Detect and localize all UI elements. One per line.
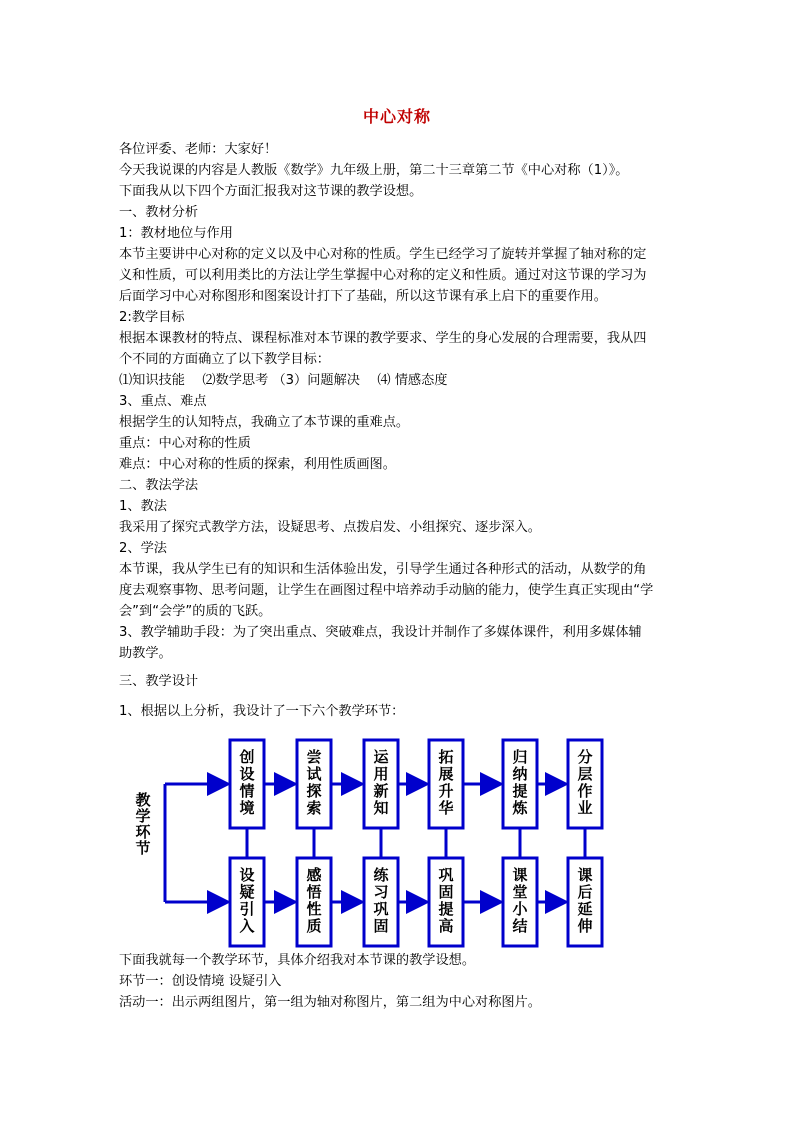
flow-box-bottom-char: 课 (577, 866, 593, 884)
side-label (135, 791, 151, 857)
teaching-flow-diagram (119, 735, 619, 955)
flow-box-top-char: 用 (373, 765, 389, 783)
text-line: 会”到“会学”的质的飞跃。 (119, 604, 272, 619)
flow-box-top-char: 探 (306, 782, 322, 800)
flow-box-bottom-char: 悟 (306, 883, 322, 901)
text-line: 本节主要讲中心对称的定义以及中心对称的性质。学生已经学习了旋转并掌握了轴对称的定 (119, 247, 647, 262)
flow-box-bottom-char: 质 (306, 917, 322, 935)
flow-box-top-char: 层 (577, 765, 593, 783)
flow-box-bottom-char: 提 (438, 900, 454, 918)
text-line: 度去观察事物、思考问题，让学生在画图过程中培养动手动脑的能力，使学生真正实现由“学 (119, 583, 654, 598)
flow-box-bottom-char: 巩 (438, 866, 454, 884)
flow-box-top-char: 炼 (512, 799, 528, 817)
flow-box-bottom-char: 高 (438, 917, 454, 935)
subsection-heading: 3、重点、难点 (119, 394, 207, 409)
flow-box-top-char: 创 (239, 748, 255, 766)
flow-box-top-char: 拓 (438, 748, 454, 766)
flow-box-bottom-char: 伸 (577, 917, 593, 935)
text-line: 1、根据以上分析，我设计了一下六个教学环节： (119, 704, 405, 719)
flow-box-top-char: 新 (373, 782, 389, 800)
flow-box-bottom-char: 入 (239, 917, 255, 935)
flow-box-top-char: 情 (239, 782, 255, 800)
text-line: 下面我从以下四个方面汇报我对这节课的教学设想。 (119, 184, 423, 199)
text-line: 我采用了探究式教学方法，设疑思考、点拨启发、小组探究、逐步深入。 (119, 520, 541, 535)
flow-box-top-char: 运 (373, 748, 389, 766)
flow-box-top-char: 作 (577, 782, 593, 800)
side-label-char: 节 (135, 839, 151, 857)
text-line: 重点：中心对称的性质 (119, 436, 251, 451)
flow-box-top-char: 展 (438, 765, 454, 783)
flow-box-top-char: 分 (577, 748, 593, 766)
section-heading: 三、教学设计 (119, 674, 199, 689)
flow-box-bottom-char: 结 (512, 917, 528, 935)
flow-box-bottom-char: 巩 (373, 900, 389, 918)
flow-box-bottom-char: 堂 (512, 883, 528, 901)
flow-box-top-char: 知 (373, 799, 389, 817)
text-line: 义和性质，可以利用类比的方法让学生掌握中心对称的定义和性质。通过对这节课的学习为 (119, 268, 647, 283)
flow-box-bottom-char: 课 (512, 866, 528, 884)
text-line: 助教学。 (119, 646, 172, 661)
text-line: 难点：中心对称的性质的探索，利用性质画图。 (119, 457, 396, 472)
flow-box-top-char: 华 (438, 799, 454, 817)
flow-box-top-char: 归 (512, 748, 528, 766)
flow-box-bottom-char: 设 (239, 866, 255, 884)
section-heading: 一、教材分析 (119, 205, 199, 220)
flow-box-bottom-char: 小 (512, 900, 528, 918)
section-heading: 二、教法学法 (119, 478, 199, 493)
flow-box-bottom-char: 疑 (239, 883, 255, 901)
text-line: 个不同的方面确立了以下教学目标： (119, 352, 330, 367)
flow-box-top-char: 试 (306, 765, 322, 783)
subsection-heading: 2:教学目标 (119, 310, 185, 325)
flow-box-top-char: 升 (438, 782, 454, 800)
text-line: 各位评委、老师：大家好！ (119, 142, 278, 157)
text-line: 活动一：出示两组图片，第一组为轴对称图片，第二组为中心对称图片。 (119, 995, 541, 1010)
page-title: 中心对称 (362, 107, 431, 126)
flow-box-top-char: 设 (239, 765, 255, 783)
flow-box-top-char: 纳 (512, 765, 528, 783)
text-line: 3、教学辅助手段：为了突出重点、突破难点，我设计并制作了多媒体课件，利用多媒体辅 (119, 625, 642, 640)
flow-box-top-char: 业 (577, 799, 593, 817)
flow-box-bottom-char: 固 (373, 917, 389, 935)
subsection-heading: 1：教材地位与作用 (119, 226, 233, 241)
objectives-line: ⑴知识技能 ⑵数学思考 （3）问题解决 ⑷ 情感态度 (119, 373, 448, 388)
flow-box-bottom-char: 感 (306, 866, 322, 884)
flow-box-bottom-char: 后 (577, 883, 593, 901)
subsection-heading: 2、学法 (119, 541, 167, 556)
flow-box-bottom-char: 引 (239, 900, 255, 918)
flow-box-bottom-char: 练 (373, 866, 389, 884)
subsection-heading: 1、教法 (119, 499, 167, 514)
side-label-char: 学 (135, 807, 151, 825)
flow-box-top-char: 境 (239, 799, 255, 817)
flow-box-bottom-char: 固 (438, 883, 454, 901)
side-label-char: 环 (135, 823, 151, 841)
text-line: 本节课，我从学生已有的知识和生活体验出发，引导学生通过各种形式的活动，从数学的角 (119, 562, 647, 577)
flow-box-top-char: 尝 (306, 748, 322, 766)
flow-box-top-char: 提 (512, 782, 528, 800)
flow-box-bottom-char: 习 (373, 883, 389, 901)
flow-box-top-char: 索 (306, 799, 322, 817)
side-label-char: 教 (135, 791, 151, 809)
flow-box-bottom-char: 延 (577, 900, 593, 918)
text-line: 今天我说课的内容是人教版《数学》九年级上册，第二十三章第二节《中心对称（1）》。 (119, 163, 629, 178)
text-line: 根据本课教材的特点、课程标准对本节课的教学要求、学生的身心发展的合理需要，我从四 (119, 331, 647, 346)
flow-box-bottom-char: 性 (306, 900, 322, 918)
text-line: 环节一：创设情境 设疑引入 (119, 974, 282, 989)
text-line: 根据学生的认知特点，我确立了本节课的重难点。 (119, 415, 410, 430)
text-line: 后面学习中心对称图形和图案设计打下了基础，所以这节课有承上启下的重要作用。 (119, 289, 607, 304)
text-line: 下面我就每一个教学环节，具体介绍我对本节课的教学设想。 (119, 953, 476, 968)
